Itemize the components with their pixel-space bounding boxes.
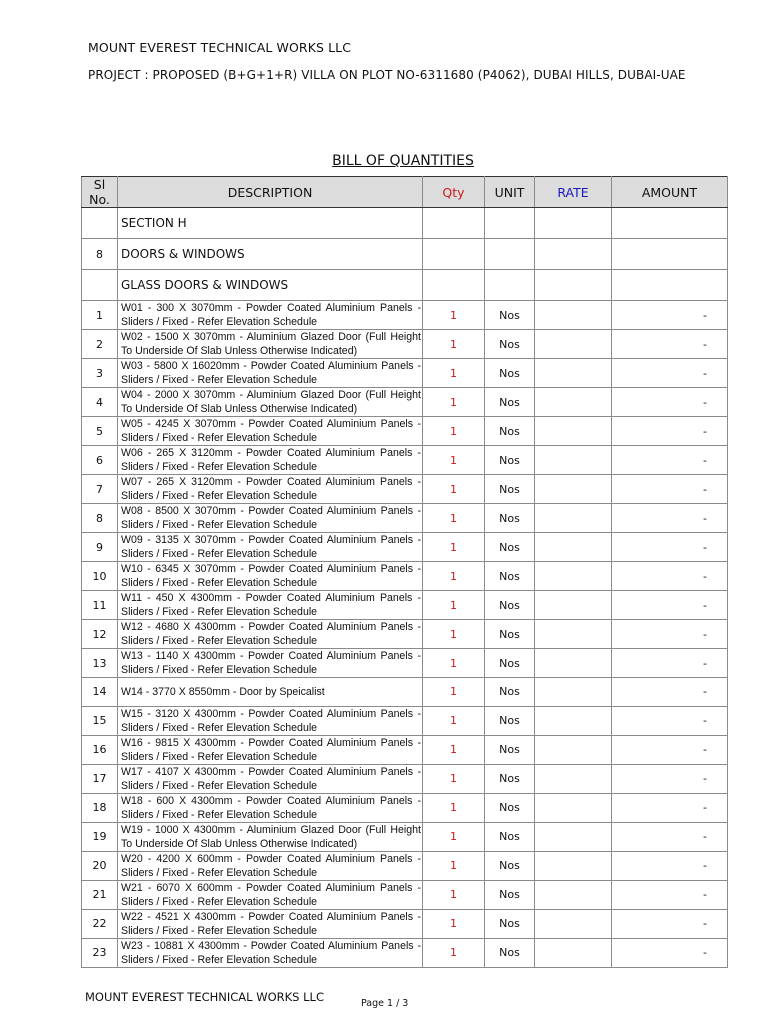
item-amount: - xyxy=(612,330,728,359)
item-qty: 1 xyxy=(423,359,485,388)
subcategory-row xyxy=(82,270,728,301)
item-amount: - xyxy=(612,533,728,562)
section-sl xyxy=(82,208,118,239)
item-qty: 1 xyxy=(423,793,485,822)
col-header-rate: RATE xyxy=(535,177,612,208)
item-description: W11 - 450 X 4300mm - Powder Coated Aluminium Panels - Sliders / Fixed - Refer Elevation Schedule xyxy=(118,591,423,620)
item-description: W17 - 4107 X 4300mm - Powder Coated Aluminium Panels - Sliders / Fixed - Refer Elevation Schedule xyxy=(118,764,423,793)
item-rate xyxy=(535,533,612,562)
item-sl: 10 xyxy=(82,562,118,591)
item-unit: Nos xyxy=(485,649,535,678)
table-row xyxy=(82,330,728,359)
item-qty: 1 xyxy=(423,880,485,909)
subcategory-sl xyxy=(82,270,118,301)
category-sl: 8 xyxy=(82,239,118,270)
item-sl: 7 xyxy=(82,475,118,504)
item-amount: - xyxy=(612,822,728,851)
item-amount: - xyxy=(612,504,728,533)
table-row xyxy=(82,359,728,388)
item-amount: - xyxy=(612,909,728,938)
table-row xyxy=(82,533,728,562)
item-unit: Nos xyxy=(485,301,535,330)
item-qty: 1 xyxy=(423,330,485,359)
item-qty: 1 xyxy=(423,649,485,678)
item-unit: Nos xyxy=(485,533,535,562)
item-amount: - xyxy=(612,735,728,764)
item-description: W01 - 300 X 3070mm - Powder Coated Aluminium Panels - Sliders / Fixed - Refer Elevation Schedule xyxy=(118,301,423,330)
item-description: W04 - 2000 X 3070mm - Aluminium Glazed Door (Full Height To Underside Of Slab Unless Otherwise Indicated) xyxy=(118,388,423,417)
item-sl: 23 xyxy=(82,938,118,967)
item-description: W03 - 5800 X 16020mm - Powder Coated Aluminium Panels - Sliders / Fixed - Refer Elevation Schedule xyxy=(118,359,423,388)
item-description: W20 - 4200 X 600mm - Powder Coated Aluminium Panels - Sliders / Fixed - Refer Elevation Schedule xyxy=(118,851,423,880)
item-amount: - xyxy=(612,851,728,880)
table-row xyxy=(82,446,728,475)
item-rate xyxy=(535,678,612,707)
item-unit: Nos xyxy=(485,504,535,533)
table-row xyxy=(82,301,728,330)
item-rate xyxy=(535,330,612,359)
item-rate xyxy=(535,793,612,822)
item-unit: Nos xyxy=(485,620,535,649)
item-qty: 1 xyxy=(423,562,485,591)
table-row xyxy=(82,678,728,707)
table-row xyxy=(82,764,728,793)
subcategory-heading: GLASS DOORS & WINDOWS xyxy=(118,270,423,301)
item-qty: 1 xyxy=(423,475,485,504)
item-amount: - xyxy=(612,649,728,678)
item-rate xyxy=(535,649,612,678)
item-qty: 1 xyxy=(423,735,485,764)
project-title: PROJECT : PROPOSED (B+G+1+R) VILLA ON PLOT NO-6311680 (P4062), DUBAI HILLS, DUBAI-UAE xyxy=(88,68,686,82)
item-qty: 1 xyxy=(423,706,485,735)
item-unit: Nos xyxy=(485,735,535,764)
table-row xyxy=(82,822,728,851)
item-rate xyxy=(535,446,612,475)
item-sl: 19 xyxy=(82,822,118,851)
item-rate xyxy=(535,706,612,735)
item-qty: 1 xyxy=(423,764,485,793)
item-qty: 1 xyxy=(423,301,485,330)
item-rate xyxy=(535,764,612,793)
section-heading: SECTION H xyxy=(118,208,423,239)
item-amount: - xyxy=(612,562,728,591)
item-amount: - xyxy=(612,678,728,707)
item-rate xyxy=(535,591,612,620)
item-amount: - xyxy=(612,388,728,417)
item-sl: 4 xyxy=(82,388,118,417)
item-amount: - xyxy=(612,359,728,388)
item-description: W07 - 265 X 3120mm - Powder Coated Aluminium Panels - Sliders / Fixed - Refer Elevation Schedule xyxy=(118,475,423,504)
item-qty: 1 xyxy=(423,591,485,620)
item-description: W12 - 4680 X 4300mm - Powder Coated Aluminium Panels - Sliders / Fixed - Refer Elevation Schedule xyxy=(118,620,423,649)
item-sl: 1 xyxy=(82,301,118,330)
table-row xyxy=(82,417,728,446)
item-amount: - xyxy=(612,880,728,909)
item-description: W10 - 6345 X 3070mm - Powder Coated Aluminium Panels - Sliders / Fixed - Refer Elevation Schedule xyxy=(118,562,423,591)
item-amount: - xyxy=(612,301,728,330)
item-sl: 9 xyxy=(82,533,118,562)
col-header-qty: Qty xyxy=(423,177,485,208)
item-amount: - xyxy=(612,475,728,504)
table-row xyxy=(82,793,728,822)
page-number: Page 1 / 3 xyxy=(361,998,409,1009)
table-row xyxy=(82,735,728,764)
item-unit: Nos xyxy=(485,938,535,967)
item-amount: - xyxy=(612,446,728,475)
table-row xyxy=(82,938,728,967)
category-row xyxy=(82,239,728,270)
item-unit: Nos xyxy=(485,475,535,504)
item-sl: 14 xyxy=(82,678,118,707)
table-header-row xyxy=(82,177,728,208)
document-title: BILL OF QUANTITIES xyxy=(332,153,474,169)
item-unit: Nos xyxy=(485,359,535,388)
item-amount: - xyxy=(612,591,728,620)
item-description: W15 - 3120 X 4300mm - Powder Coated Aluminium Panels - Sliders / Fixed - Refer Elevation Schedule xyxy=(118,706,423,735)
table-row xyxy=(82,880,728,909)
item-qty: 1 xyxy=(423,851,485,880)
item-unit: Nos xyxy=(485,417,535,446)
item-unit: Nos xyxy=(485,822,535,851)
table-row xyxy=(82,909,728,938)
item-unit: Nos xyxy=(485,678,535,707)
category-heading: DOORS & WINDOWS xyxy=(118,239,423,270)
item-description: W08 - 8500 X 3070mm - Powder Coated Aluminium Panels - Sliders / Fixed - Refer Elevation Schedule xyxy=(118,504,423,533)
section-row xyxy=(82,208,728,239)
item-description: W05 - 4245 X 3070mm - Powder Coated Aluminium Panels - Sliders / Fixed - Refer Elevation Schedule xyxy=(118,417,423,446)
item-rate xyxy=(535,475,612,504)
table-row xyxy=(82,475,728,504)
item-sl: 16 xyxy=(82,735,118,764)
item-rate xyxy=(535,417,612,446)
item-sl: 18 xyxy=(82,793,118,822)
item-qty: 1 xyxy=(423,938,485,967)
item-sl: 6 xyxy=(82,446,118,475)
item-unit: Nos xyxy=(485,706,535,735)
item-amount: - xyxy=(612,793,728,822)
item-sl: 20 xyxy=(82,851,118,880)
item-qty: 1 xyxy=(423,909,485,938)
table-row xyxy=(82,562,728,591)
item-sl: 13 xyxy=(82,649,118,678)
col-header-unit: UNIT xyxy=(485,177,535,208)
item-qty: 1 xyxy=(423,504,485,533)
boq-table xyxy=(81,176,728,968)
item-unit: Nos xyxy=(485,446,535,475)
col-header-sl: Sl No. xyxy=(82,177,118,208)
item-unit: Nos xyxy=(485,793,535,822)
table-row xyxy=(82,504,728,533)
table-row xyxy=(82,851,728,880)
item-description: W14 - 3770 X 8550mm - Door by Speicalist xyxy=(118,678,423,707)
item-rate xyxy=(535,735,612,764)
item-qty: 1 xyxy=(423,417,485,446)
item-rate xyxy=(535,620,612,649)
table-row xyxy=(82,649,728,678)
item-rate xyxy=(535,301,612,330)
item-description: W19 - 1000 X 4300mm - Aluminium Glazed Door (Full Height To Underside Of Slab Unless Otherwise Indicated) xyxy=(118,822,423,851)
item-unit: Nos xyxy=(485,880,535,909)
item-amount: - xyxy=(612,620,728,649)
table-row xyxy=(82,706,728,735)
item-amount: - xyxy=(612,764,728,793)
item-rate xyxy=(535,359,612,388)
item-description: W22 - 4521 X 4300mm - Powder Coated Aluminium Panels - Sliders / Fixed - Refer Elevation Schedule xyxy=(118,909,423,938)
col-header-amount: AMOUNT xyxy=(612,177,728,208)
item-qty: 1 xyxy=(423,620,485,649)
item-rate xyxy=(535,504,612,533)
item-unit: Nos xyxy=(485,591,535,620)
item-amount: - xyxy=(612,706,728,735)
item-qty: 1 xyxy=(423,446,485,475)
item-description: W18 - 600 X 4300mm - Powder Coated Aluminium Panels - Sliders / Fixed - Refer Elevation Schedule xyxy=(118,793,423,822)
item-unit: Nos xyxy=(485,388,535,417)
item-unit: Nos xyxy=(485,764,535,793)
item-amount: - xyxy=(612,417,728,446)
item-sl: 21 xyxy=(82,880,118,909)
item-unit: Nos xyxy=(485,909,535,938)
item-rate xyxy=(535,822,612,851)
table-row xyxy=(82,620,728,649)
item-rate xyxy=(535,562,612,591)
item-sl: 22 xyxy=(82,909,118,938)
item-description: W23 - 10881 X 4300mm - Powder Coated Aluminium Panels - Sliders / Fixed - Refer Elevation Schedule xyxy=(118,938,423,967)
item-rate xyxy=(535,851,612,880)
item-rate xyxy=(535,388,612,417)
item-unit: Nos xyxy=(485,562,535,591)
item-sl: 8 xyxy=(82,504,118,533)
item-rate xyxy=(535,938,612,967)
item-sl: 12 xyxy=(82,620,118,649)
item-qty: 1 xyxy=(423,822,485,851)
item-rate xyxy=(535,880,612,909)
item-description: W21 - 6070 X 600mm - Powder Coated Aluminium Panels - Sliders / Fixed - Refer Elevation Schedule xyxy=(118,880,423,909)
item-qty: 1 xyxy=(423,388,485,417)
item-amount: - xyxy=(612,938,728,967)
table-row xyxy=(82,388,728,417)
item-description: W02 - 1500 X 3070mm - Aluminium Glazed Door (Full Height To Underside Of Slab Unless Otherwise Indicated) xyxy=(118,330,423,359)
item-sl: 17 xyxy=(82,764,118,793)
item-sl: 2 xyxy=(82,330,118,359)
item-description: W13 - 1140 X 4300mm - Powder Coated Aluminium Panels - Sliders / Fixed - Refer Elevation Schedule xyxy=(118,649,423,678)
item-sl: 3 xyxy=(82,359,118,388)
item-qty: 1 xyxy=(423,678,485,707)
col-header-description: DESCRIPTION xyxy=(118,177,423,208)
item-unit: Nos xyxy=(485,330,535,359)
item-unit: Nos xyxy=(485,851,535,880)
footer-company: MOUNT EVEREST TECHNICAL WORKS LLC xyxy=(85,990,324,1004)
item-description: W09 - 3135 X 3070mm - Powder Coated Aluminium Panels - Sliders / Fixed - Refer Elevation Schedule xyxy=(118,533,423,562)
item-description: W06 - 265 X 3120mm - Powder Coated Aluminium Panels - Sliders / Fixed - Refer Elevation Schedule xyxy=(118,446,423,475)
item-sl: 15 xyxy=(82,706,118,735)
item-sl: 11 xyxy=(82,591,118,620)
company-name: MOUNT EVEREST TECHNICAL WORKS LLC xyxy=(88,40,352,55)
item-rate xyxy=(535,909,612,938)
item-sl: 5 xyxy=(82,417,118,446)
item-description: W16 - 9815 X 4300mm - Powder Coated Aluminium Panels - Sliders / Fixed - Refer Elevation Schedule xyxy=(118,735,423,764)
item-qty: 1 xyxy=(423,533,485,562)
table-row xyxy=(82,591,728,620)
